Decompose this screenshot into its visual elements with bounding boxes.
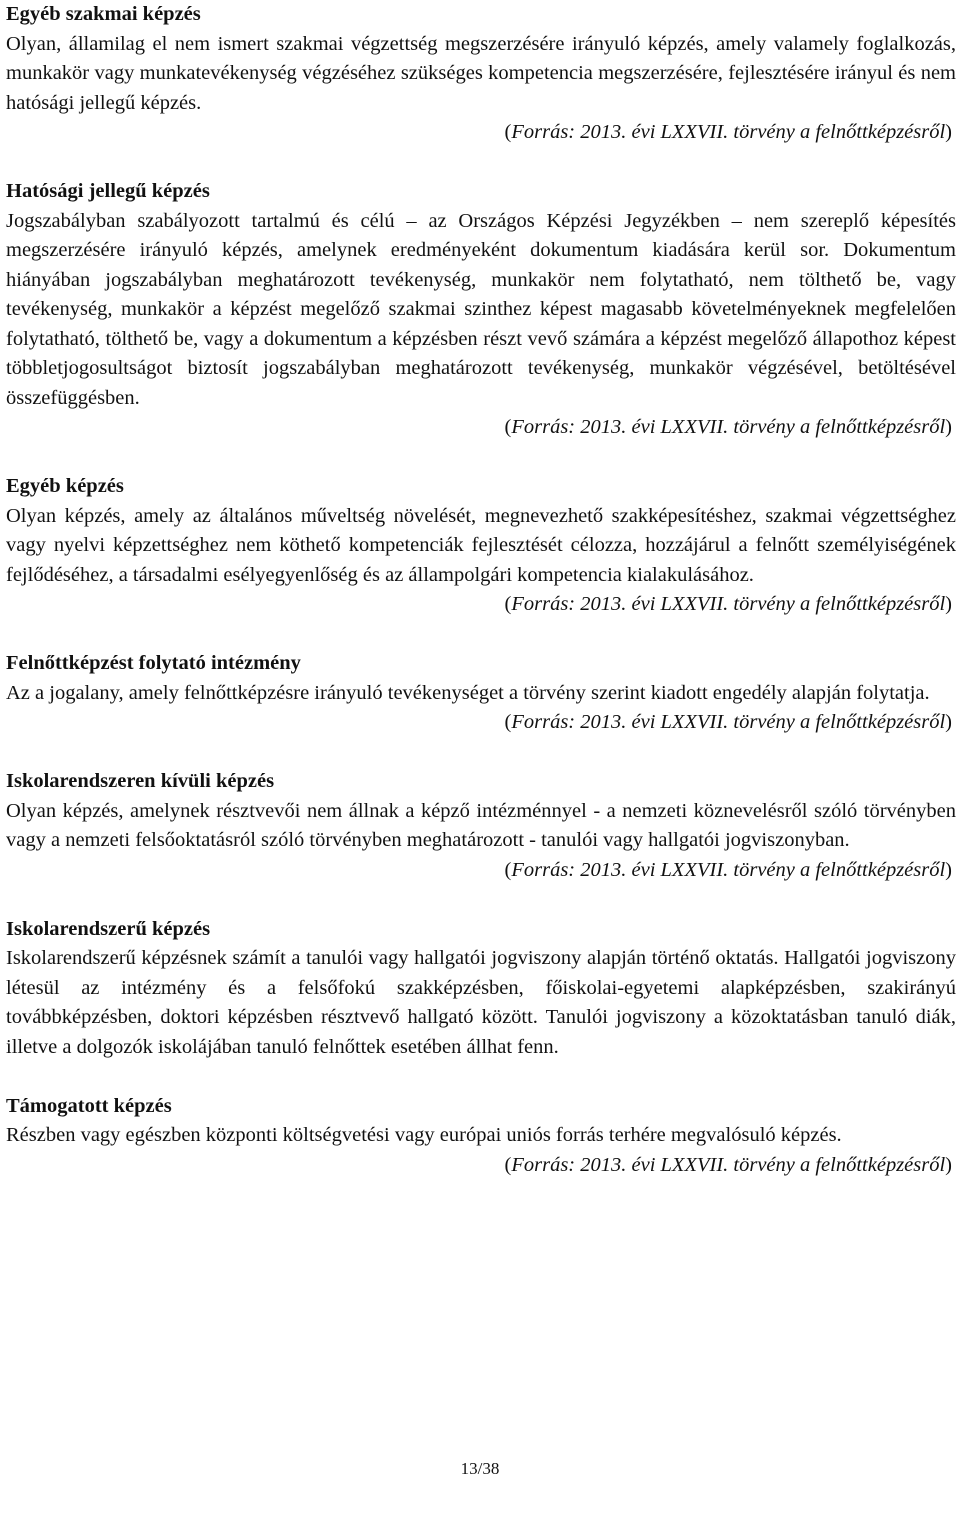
source-citation-text: Forrás: 2013. évi LXXVII. törvény a felnőttképzésről <box>511 416 946 438</box>
section-text: Az a jogalany, amely felnőttképzésre irányuló tevékenységet a törvény szerint kiadott engedély alapján folytatja. <box>6 681 930 704</box>
definition-section <box>6 177 956 443</box>
source-citation-text: Forrás: 2013. évi LXXVII. törvény a felnőttképzésről <box>511 858 946 881</box>
definition-section <box>6 767 956 885</box>
definition-section <box>6 472 956 620</box>
source-citation: (Forrás: 2013. évi LXXVII. törvény a felnőttképzésről) <box>504 858 952 881</box>
section-title: Iskolarendszeren kívüli képzés <box>6 770 275 792</box>
source-citation-text: Forrás: 2013. évi LXXVII. törvény a felnőttképzésről <box>511 593 946 615</box>
section-text: Részben vagy egészben központi költségvetési vagy európai uniós forrás terhére megvalósuló képzés. <box>6 1124 842 1146</box>
section-title: Egyéb szakmai képzés <box>6 3 201 25</box>
source-citation: (Forrás: 2013. évi LXXVII. törvény a felnőttképzésről) <box>504 121 952 143</box>
source-citation: (Forrás: 2013. évi LXXVII. törvény a felnőttképzésről) <box>504 593 952 615</box>
source-citation: (Forrás: 2013. évi LXXVII. törvény a felnőttképzésről) <box>504 711 952 733</box>
section-text: Jogszabályban szabályozott tartalmú és célú – az Országos Képzési Jegyzékben – nem szereplő képesítés megszerzésére irányuló képzés, amelynek eredményeként dokumentum kiadására kerül sor. Dokumentum hiányában jogszabályban meghatározott tevékenység, munkakör nem folytatható, nem tölthető be, vagy tevékenység, munkakör a képzést megelőző szakmai szinthez képest magasabb követelményeknek megfelelően folytatható, tölthető be, vagy a dokumentum a képzésben részt vevő számára a képzést megelőző állapothoz képest többletjogosultságot biztosít jogszabályban meghatározott tevékenység, munkakör végzésével, betöltésével összefüggésben. <box>6 209 956 409</box>
source-citation: (Forrás: 2013. évi LXXVII. törvény a felnőttképzésről) <box>504 416 952 438</box>
section-text: Iskolarendszerű képzésnek számít a tanulói vagy hallgatói jogviszony alapján történő oktatás. Hallgatói jogviszony létesül az intézmény és a felsőfokú szakképzésben, főiskolai-egyetemi alapképzésben, szakirányú továbbképzésben, doktori képzésben résztvevő hallgató között. Tanulói jogviszony a közoktatásban tanuló diák, illetve a dolgozók iskolájában tanuló felnőttek esetében állhat fenn. <box>6 947 956 1058</box>
section-title: Hatósági jellegű képzés <box>6 180 210 202</box>
source-citation-text: Forrás: 2013. évi LXXVII. törvény a felnőttképzésről <box>511 711 946 733</box>
section-title: Egyéb képzés <box>6 475 124 497</box>
definition-section <box>6 1092 956 1181</box>
source-citation-text: Forrás: 2013. évi LXXVII. törvény a felnőttképzésről <box>511 1153 946 1176</box>
source-citation: (Forrás: 2013. évi LXXVII. törvény a felnőttképzésről) <box>504 1153 952 1176</box>
section-text: Olyan képzés, amely az általános műveltség növelését, megnevezhető szakképesítéshez, szakmai végzettséghez vagy nyelvi képzettséghez nem köthető kompetenciák fejlesztését célozza, hozzájárul a felnőtt személyiségének fejlődéséhez, a társadalmi esélyegyenlőség és az állampolgári kompetencia kialakulásához. <box>6 504 956 586</box>
definition-section <box>6 915 956 1063</box>
section-text: Olyan képzés, amelynek résztvevői nem állnak a képző intézménnyel - a nemzeti köznevelésről szóló törvényben vagy a nemzeti felsőoktatásról szóló törvényben meghatározott - tanulói vagy hallgatói jogviszonyban. <box>6 799 956 851</box>
section-title: Iskolarendszerű képzés <box>6 917 211 940</box>
definition-section <box>6 0 956 148</box>
section-title: Felnőttképzést folytató intézmény <box>6 652 301 674</box>
source-citation-text: Forrás: 2013. évi LXXVII. törvény a felnőttképzésről <box>511 121 946 143</box>
section-text: Olyan, államilag el nem ismert szakmai végzettség megszerzésére irányuló képzés, amely valamely foglalkozás, munkakör vagy munkatevékenység végzéséhez szükséges kompetencia megszerzésére, fejlesztésére irányul és nem hatósági jellegű képzés. <box>6 32 956 114</box>
document-page <box>6 0 956 1180</box>
definition-section <box>6 649 956 738</box>
section-title: Támogatott képzés <box>6 1094 172 1117</box>
page-number: 13/38 <box>460 1459 500 1478</box>
